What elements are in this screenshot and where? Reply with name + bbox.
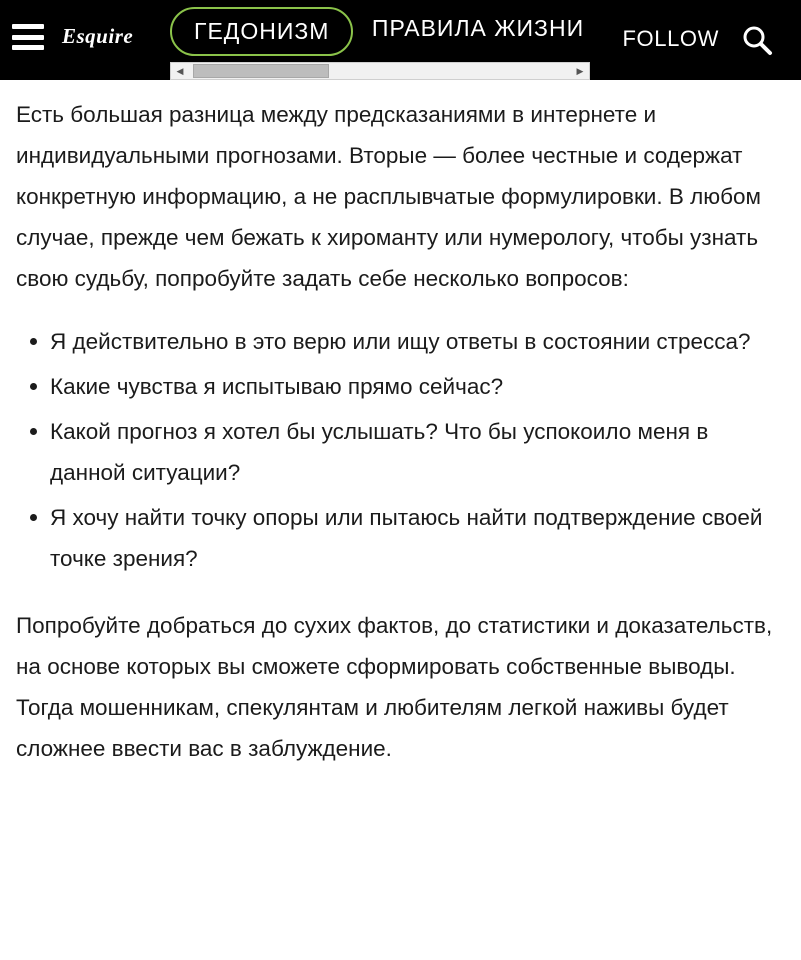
article-paragraph-closing: Попробуйте добраться до сухих фактов, до статистики и доказательств, на основе которых вы сможете сформировать собственные выводы. Тогда мошенникам, спекулянтам и любителям легкой наживы будет сложнее ввести вас в заблуждение. — [16, 613, 773, 761]
hamburger-menu-icon[interactable] — [12, 24, 44, 50]
scrollbar-thumb[interactable] — [193, 64, 329, 78]
scroll-right-arrow[interactable]: ▶ — [576, 65, 584, 76]
list-item: Я хочу найти точку опоры или пытаюсь найти подтверждение своей точке зрения? — [50, 497, 785, 579]
hamburger-line — [12, 24, 44, 29]
list-item: Какие чувства я испытываю прямо сейчас? — [50, 366, 785, 407]
follow-button[interactable]: FOLLOW — [622, 26, 719, 51]
horizontal-scrollbar[interactable] — [170, 62, 590, 80]
list-item: Я действительно в это верю или ищу ответы в состоянии стресса? — [50, 321, 785, 362]
site-header — [0, 0, 801, 80]
question-list — [16, 321, 785, 579]
hamburger-line — [12, 35, 44, 40]
list-item: Какой прогноз я хотел бы услышать? Что бы успокоило меня в данной ситуации? — [50, 411, 785, 493]
site-logo[interactable]: Esquire — [62, 24, 134, 48]
tab-pravila-zhizni[interactable]: ПРАВИЛА ЖИЗНИ — [371, 14, 585, 41]
search-icon[interactable] — [741, 24, 773, 56]
scrollbar-track[interactable] — [189, 63, 571, 79]
scroll-left-arrow[interactable]: ◀ — [176, 65, 184, 76]
tab-gedonizm[interactable]: ГЕДОНИЗМ — [170, 7, 353, 56]
article-body — [0, 80, 801, 769]
category-tabs[interactable] — [170, 0, 630, 62]
article-paragraph-intro: Есть большая разница между предсказаниями в интернете и индивидуальными прогнозами. Вторые — более честные и содержат конкретную информацию, а не расплывчатые формулировки. В любом случае, прежде чем бежать к хироманту или нумерологу, чтобы узнать свою судьбу, попробуйте задать себе несколько вопросов: — [16, 102, 761, 291]
hamburger-line — [12, 45, 44, 50]
